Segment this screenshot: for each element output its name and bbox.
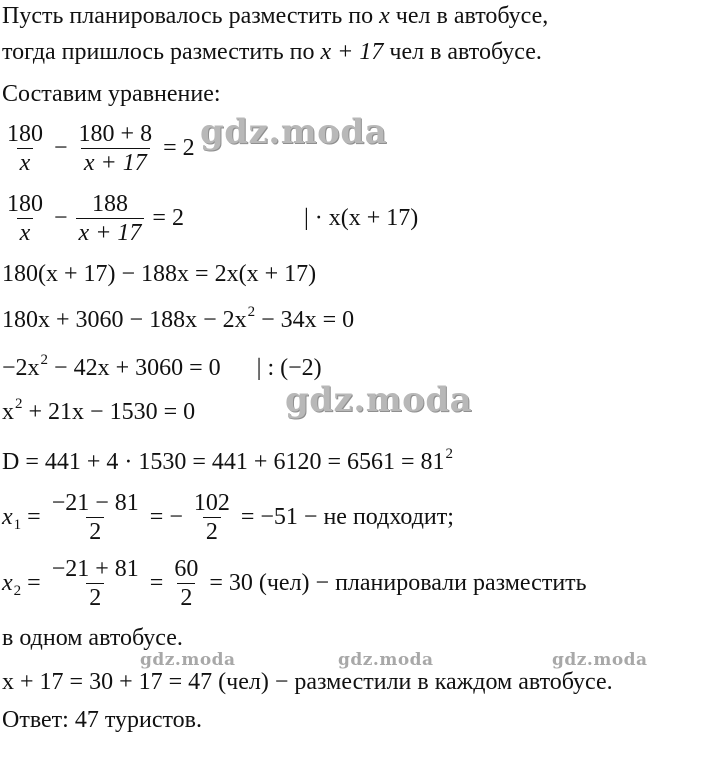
eq7-part-a: D = 441 + 4 · 1530 = 441 + 6120 = 6561 = 81 [2,449,445,475]
eq2-fraction-1 [4,191,46,246]
eq5-note: | : (−2) [256,355,322,381]
equation-2 [2,191,418,246]
eq2-den-1: x [17,218,34,246]
eq6-exponent: 2 [15,396,23,412]
eq6-part-a: x [2,399,14,425]
eq5-part-a: −2x [2,355,40,381]
line-2-suffix: чел в автобусе. [389,39,542,65]
equation-3 [2,260,316,288]
equation-6 [2,398,195,429]
eq1-den-2: x + 17 [81,148,150,176]
watermark-3: gdz.moda [140,650,236,670]
watermark-4: gdz.moda [338,650,434,670]
x1-den-1: 2 [86,517,104,545]
eq3-text: 180(x + 17) − 188x = 2x(x + 17) [2,261,317,287]
eq6-part-b: + 21x − 1530 = 0 [22,399,196,425]
eq2-rhs: = 2 [152,205,184,231]
x1-var: x [2,504,13,530]
eq4-part-b: − 34x = 0 [255,307,355,333]
text-continuation [2,624,183,652]
eq1-fraction-2 [76,121,156,176]
x2-num-2: 60 [174,556,199,582]
equation-7 [2,448,453,479]
line-3-text: Составим уравнение: [2,81,221,107]
text-line-1 [2,2,548,30]
x1-subscript: 1 [13,517,22,533]
eq5-exponent: 2 [40,352,49,368]
x2-equals-1: = [27,570,41,596]
final-calculation [2,668,613,696]
eq2-num-1: 180 [7,191,43,217]
x1-num-2: 102 [193,490,230,516]
x1-mid: = − [149,504,183,530]
line-1-prefix: Пусть планировалось разместить по [2,3,374,29]
x1-equals: = [27,504,41,530]
x2-den-1: 2 [86,583,104,611]
x2-tail: = 30 (чел) − планировали разместить [209,570,587,596]
eq1-fraction-1 [4,121,46,176]
line-1-var: x [379,3,390,29]
equation-4 [2,306,354,337]
eq1-minus: − [54,135,68,161]
equation-5 [2,354,322,385]
eq1-den-1: x [17,148,34,176]
root-x1 [2,490,454,545]
x1-fraction-2 [191,490,233,545]
eq7-exponent: 2 [445,446,454,462]
eq2-num-2: 188 [91,191,128,217]
x2-equals-2: = [149,570,164,596]
line-1-suffix: чел в автобусе, [395,3,549,29]
eq1-num-1: 180 [7,121,43,147]
eq2-note: | · x(x + 17) [303,205,419,231]
eq1-rhs: = 2 [163,135,195,161]
eq2-minus: − [54,205,68,231]
watermark-1: gdz.moda [200,112,388,152]
eq2-fraction-2 [76,191,145,246]
line-2-prefix: тогда пришлось разместить по [2,39,315,65]
final-text: x + 17 = 30 + 17 = 47 (чел) − разместили в каждом автобусе. [2,669,613,695]
text-line-2 [2,38,542,66]
x1-fraction-1 [49,490,142,545]
eq4-exponent: 2 [247,304,256,320]
watermark-5: gdz.moda [552,650,648,670]
continuation-text: в одном автобусе. [2,625,183,651]
line-2-expr: x + 17 [320,39,384,65]
equation-1 [2,121,195,176]
answer-text: Ответ: 47 туристов. [2,707,202,733]
x1-num-1: −21 − 81 [51,490,139,516]
x2-subscript: 2 [13,583,22,599]
x2-var: x [2,570,13,596]
text-line-3 [2,80,221,108]
x2-fraction-2 [171,556,201,611]
x2-fraction-1 [49,556,142,611]
x1-den-2: 2 [203,517,221,545]
root-x2 [2,556,587,611]
x2-num-1: −21 + 81 [51,556,139,582]
watermark-2: gdz.moda [285,380,473,420]
eq1-num-2: 180 + 8 [78,121,153,147]
x1-tail: = −51 − не подходит; [240,504,454,530]
eq2-den-2: x + 17 [76,218,145,246]
eq5-part-b: − 42x + 3060 = 0 [48,355,221,381]
eq4-part-a: 180x + 3060 − 188x − 2x [2,307,247,333]
answer-line [2,706,202,734]
x2-den-2: 2 [177,583,195,611]
